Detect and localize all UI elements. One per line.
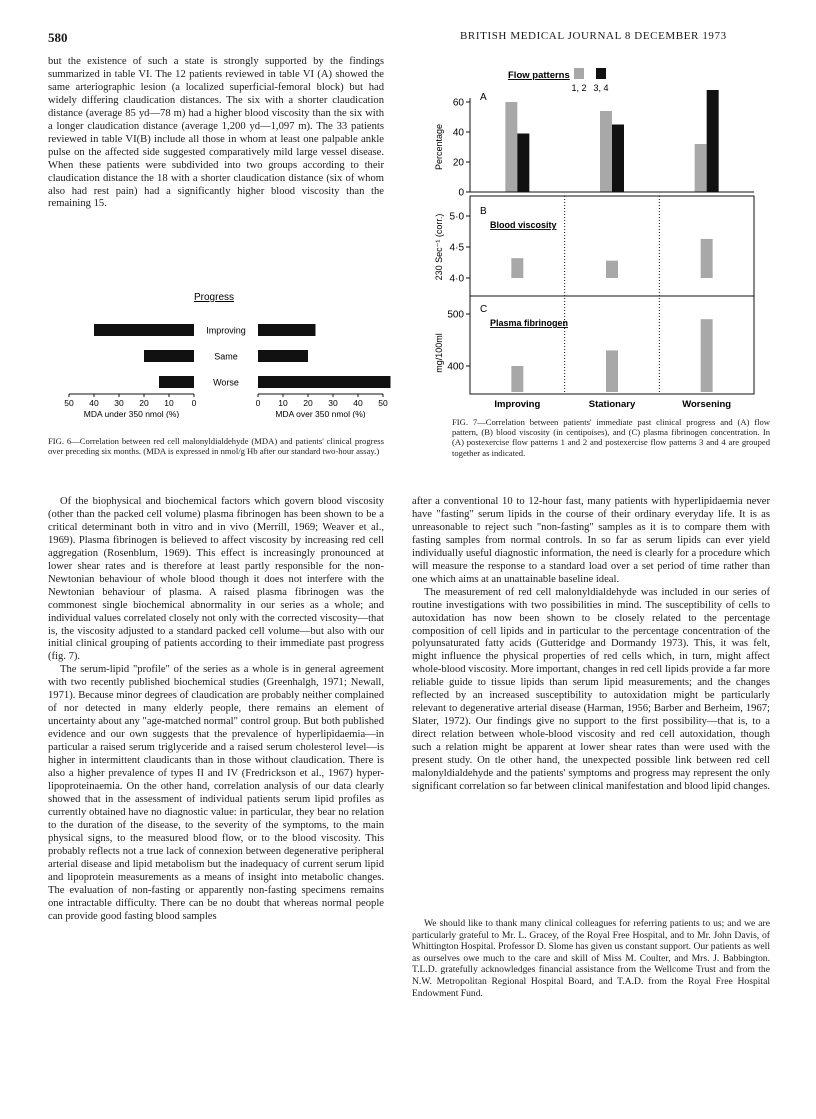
- fig6-left-tick-label: 50: [64, 398, 74, 408]
- fig7-bar-improving-2: [517, 134, 529, 193]
- fig7-bar-worsening-1: [695, 144, 707, 192]
- fig7-legend-label: 1, 2: [571, 83, 587, 93]
- fig6-right-axis-label: MDA over 350 nmol (%): [275, 409, 366, 418]
- fig7-y-tick-label: 20: [452, 157, 464, 169]
- fig6-left-tick-label: 10: [164, 398, 174, 408]
- fig6-chart: [48, 288, 400, 418]
- fig7-y-tick-label: 60: [452, 97, 464, 109]
- fig7-x-label-worsening: Worsening: [682, 399, 732, 410]
- acknowledgements: We should like to thank many clinical colleagues for referring patients to us; and we are particularly grateful to Mr. L. Gracey, of the Royal Free Hospital, and to Mr. John Davis, of Whittington Hospital. Professor D. Slome has given us constant support. Our patients as well as ourselves owe much to the care and skill of Miss M. Coulter, and Mrs. J. Babbington. T.L.D. gratefully acknowledges financial assistance from the Wellcome Trust and from the N.W. Metropolitan Regional Hospital Board, and T.A.D. from the Royal Free Hospital Endowment Fund.: [412, 918, 770, 999]
- left-column: [48, 496, 384, 923]
- fig7-bar-stationary-2: [612, 125, 624, 193]
- fig6-category-label: Same: [214, 351, 238, 362]
- fig6-category-label: Worse: [213, 377, 239, 388]
- fig7-bar-improving-1: [505, 102, 517, 192]
- fig6-right-tick-label: 50: [378, 398, 388, 408]
- fig7-panel-title: Blood viscosity: [490, 220, 557, 230]
- running-head: BRITISH MEDICAL JOURNAL 8 DECEMBER 1973: [460, 30, 727, 42]
- paragraph-fasting: after a conventional 10 to 12-hour fast, many patients with hyperlipidaemia never have "fasting" serum lipids in the course of their ordinary everyday life. It is as unreasonable to reject such "non-fasting" samples as it is to compare them with fasting samples from normal controls. In so far as serum lipids can ever yield individually useful diagnostic information, the need is clearly for a procedure which will measure the response to a standard load over a set period of time rather than one which aims at an unattainable baseline ideal.: [412, 496, 770, 585]
- fig7-legend-swatch: [596, 68, 606, 79]
- fig7-bar-b-stationary: [606, 261, 618, 278]
- fig6-right-tick-label: 20: [303, 398, 313, 408]
- fig7-bar-b-improving: [511, 258, 523, 278]
- fig7-bar-c-improving: [511, 366, 523, 392]
- fig6-bar-left-improving: [94, 324, 194, 336]
- fig7-y-axis-label: 230 Sec⁻¹ (corr.): [434, 213, 444, 281]
- fig6-left-axis-label: MDA under 350 nmol (%): [83, 409, 180, 418]
- fig7-x-label-stationary: Stationary: [588, 399, 636, 410]
- right-column: [412, 496, 770, 794]
- fig7-bar-c-stationary: [606, 350, 618, 392]
- fig7-y-axis-label: mg/100ml: [434, 333, 444, 373]
- fig6-left-tick-label: 0: [191, 398, 197, 408]
- fig7-panel-title: Plasma fibrinogen: [490, 318, 569, 328]
- fig6-title: Progress: [193, 292, 235, 303]
- fig6-caption: FIG. 6—Correlation between red cell malonyldialdehyde (MDA) and patients' clinical progress over preceding six months. (MDA is expressed in nmol/g Hb after our standard two-hour assay.): [48, 436, 384, 457]
- fig6-bar-left-worse: [159, 376, 194, 388]
- top-paragraph: but the existence of such a state is strongly supported by the findings summarized in table VI. The 12 patients reviewed in table VI (A) showed the same arteriographic lesion (a localized superficial-femoral block) but had widely differing claudication distances. The six with a shorter claudication distance (average 85 yd—78 m) had a higher blood viscosity than the six with a longer claudication distance (average 1,200 yd—1,097 m). The 33 patients reviewed in table VI(B) include all those in whom at least one palpable ankle pulse on the affected side suggested comparatively mild large vessel disease. When these patients were subdivided into two groups according to their claudication distance the 18 with a shorter claudication distance (six of whom also had rest pain) had a significantly higher blood viscosity than the remaining 15.: [48, 56, 384, 210]
- fig7-y-tick-label: 5·0: [449, 211, 464, 223]
- fig6-right-tick-label: 30: [328, 398, 338, 408]
- fig6-left-tick-label: 30: [114, 398, 124, 408]
- fig7-y-tick-label: 4·5: [449, 242, 464, 254]
- fig6-right-tick-label: 0: [255, 398, 261, 408]
- fig6-bar-left-same: [144, 350, 194, 362]
- fig7-bar-stationary-1: [600, 111, 612, 192]
- fig7-bar-c-worsening: [701, 319, 713, 392]
- fig6-right-tick-label: 40: [353, 398, 363, 408]
- fig7-legend-swatch: [574, 68, 584, 79]
- fig7-y-tick-label: 400: [447, 361, 464, 373]
- fig6-right-tick-label: 10: [278, 398, 288, 408]
- fig7-legend-title: Flow patterns: [508, 70, 570, 81]
- fig7-y-tick-label: 40: [452, 127, 464, 139]
- fig6-left-tick-label: 20: [139, 398, 149, 408]
- fig7-legend-label: 3, 4: [593, 83, 609, 93]
- paragraph-fibrinogen: Of the biophysical and biochemical factors which govern blood viscosity (other than the packed cell volume) plasma fibrinogen has been shown to be a critical determinant both in vitro and in vivo (Merrill, 1969; Weaver et al., 1969). Plasma fibrinogen is believed to affect viscosity by increasing red cell aggregation (Rosenblum, 1969). This effect is increasingly pronounced at lower shear rates and is therefore at least partly responsible for the non-Newtonian behaviour of whole blood though it does not interfere with the Newtonian behaviour of plasma. A raised plasma fibrinogen was the commonest single biochemical abnormality in our series as a whole; and individual values correlated closely not only with the corrected viscosity—that is, the viscosity adjusted to a standard packed cell volume—but also with our initial clinical grouping of patients according to their immediate past progress (fig. 7).: [48, 496, 384, 663]
- page-number: 580: [48, 30, 68, 45]
- fig6-category-label: Improving: [206, 325, 246, 336]
- fig7-y-tick-label: 500: [447, 309, 464, 321]
- fig7-panel-letter: C: [480, 304, 488, 315]
- fig7-caption: FIG. 7—Correlation between patients' immediate past clinical progress and (A) flow pattern, (B) blood viscosity (in centipoises), and (C) plasma fibrinogen concentration. In (A) postexercise flow patterns 1 and 2 and postexercise flow patterns 3 and 4 are grouped together as indicated.: [452, 417, 770, 458]
- fig7-x-label-improving: Improving: [494, 399, 541, 410]
- paragraph-serum-lipid: The serum-lipid "profile" of the series as a whole is in general agreement with two recently published biochemical studies (Greenhalgh, 1971; Newall, 1971). Because minor degrees of claudication are probably neither complained of nor detected in many elderly people, there remains an element of uncertainty about any "age-matched normal" control group. But both published evidence and our own suggests that the prevalence of hyperlipidaemia—in particular a raised serum triglyceride and a raised serum cholesterol level—is higher in intermittent claudicants than in those without claudication. There is also a higher prevalence of types II and IV (Fredrickson et al., 1967) hyper-lipoproteinaemia. On the other hand, correlation analysis of our data clearly showed that in the assessment of individual patients serum lipid profiles as currently obtained have no diagnostic value: in particular, they bear no relation to the duration of the disease, to the severity of the symptoms, to the main physical signs, to the measured blood flow, or to the blood viscosity. This probably reflects not a true lack of connexion between degenerative peripheral arterial disease and lipid metabolism but the inadequacy of current serum lipid and lipoprotein measurements as a means of insight into metabolic changes. The evaluation of non-fasting or apparently non-fasting specimens remains one intractable difficulty. There can be no doubt that whereas normal people can provide good fasting blood samples: [48, 664, 384, 922]
- fig7-y-tick-label: 4·0: [449, 273, 464, 285]
- fig7-bar-b-worsening: [701, 239, 713, 278]
- fig7-y-tick-label: 0: [458, 187, 464, 199]
- fig6-bar-right-improving: [258, 324, 316, 336]
- fig6-left-tick-label: 40: [89, 398, 99, 408]
- fig6-bar-right-same: [258, 350, 308, 362]
- fig7-panel-letter: B: [480, 206, 487, 217]
- fig7-panel-letter: A: [480, 92, 487, 103]
- fig7-bar-worsening-2: [707, 90, 719, 192]
- fig6-bar-right-worse: [258, 376, 391, 388]
- paragraph-malonyldialdehyde: The measurement of red cell malonyldialdehyde was included in our series of routine investigations with two possibilities in mind. The susceptibility of cells to autoxidation has now been shown to be closely related to the percentage composition of cell lipids and in particular to the percentage concentration of the polyunsaturated fatty acids (Gutteridge and Dormandy 1973). This, it was felt, might influence the physical properties of red cells which, in turn, might affect whole-blood viscosity. More important, changes in red cell lipids provide a far more reliable guide to tissue lipids than serum lipid measurements; and the changes reflected by an increased susceptibility to autoxidation might be particularly relevant to degenerative arterial disease (Harman, 1956; Barber and Berheim, 1967; Slater, 1972). Our findings give no support to the first possibility—that is, to a direct relation between whole-blood viscosity and red cell autoxidation, though such a relation might be apparent at lower shear rates than were used with the present study. On tle other hand, the unexpected possible link between red cell malonyldialdehyde and the patients' symptoms and progress may represent the only significant correlation so far between clinical manifestation and blood lipid changes.: [412, 586, 771, 792]
- fig7-y-axis-label: Percentage: [434, 123, 444, 171]
- fig7-chart: [428, 64, 772, 414]
